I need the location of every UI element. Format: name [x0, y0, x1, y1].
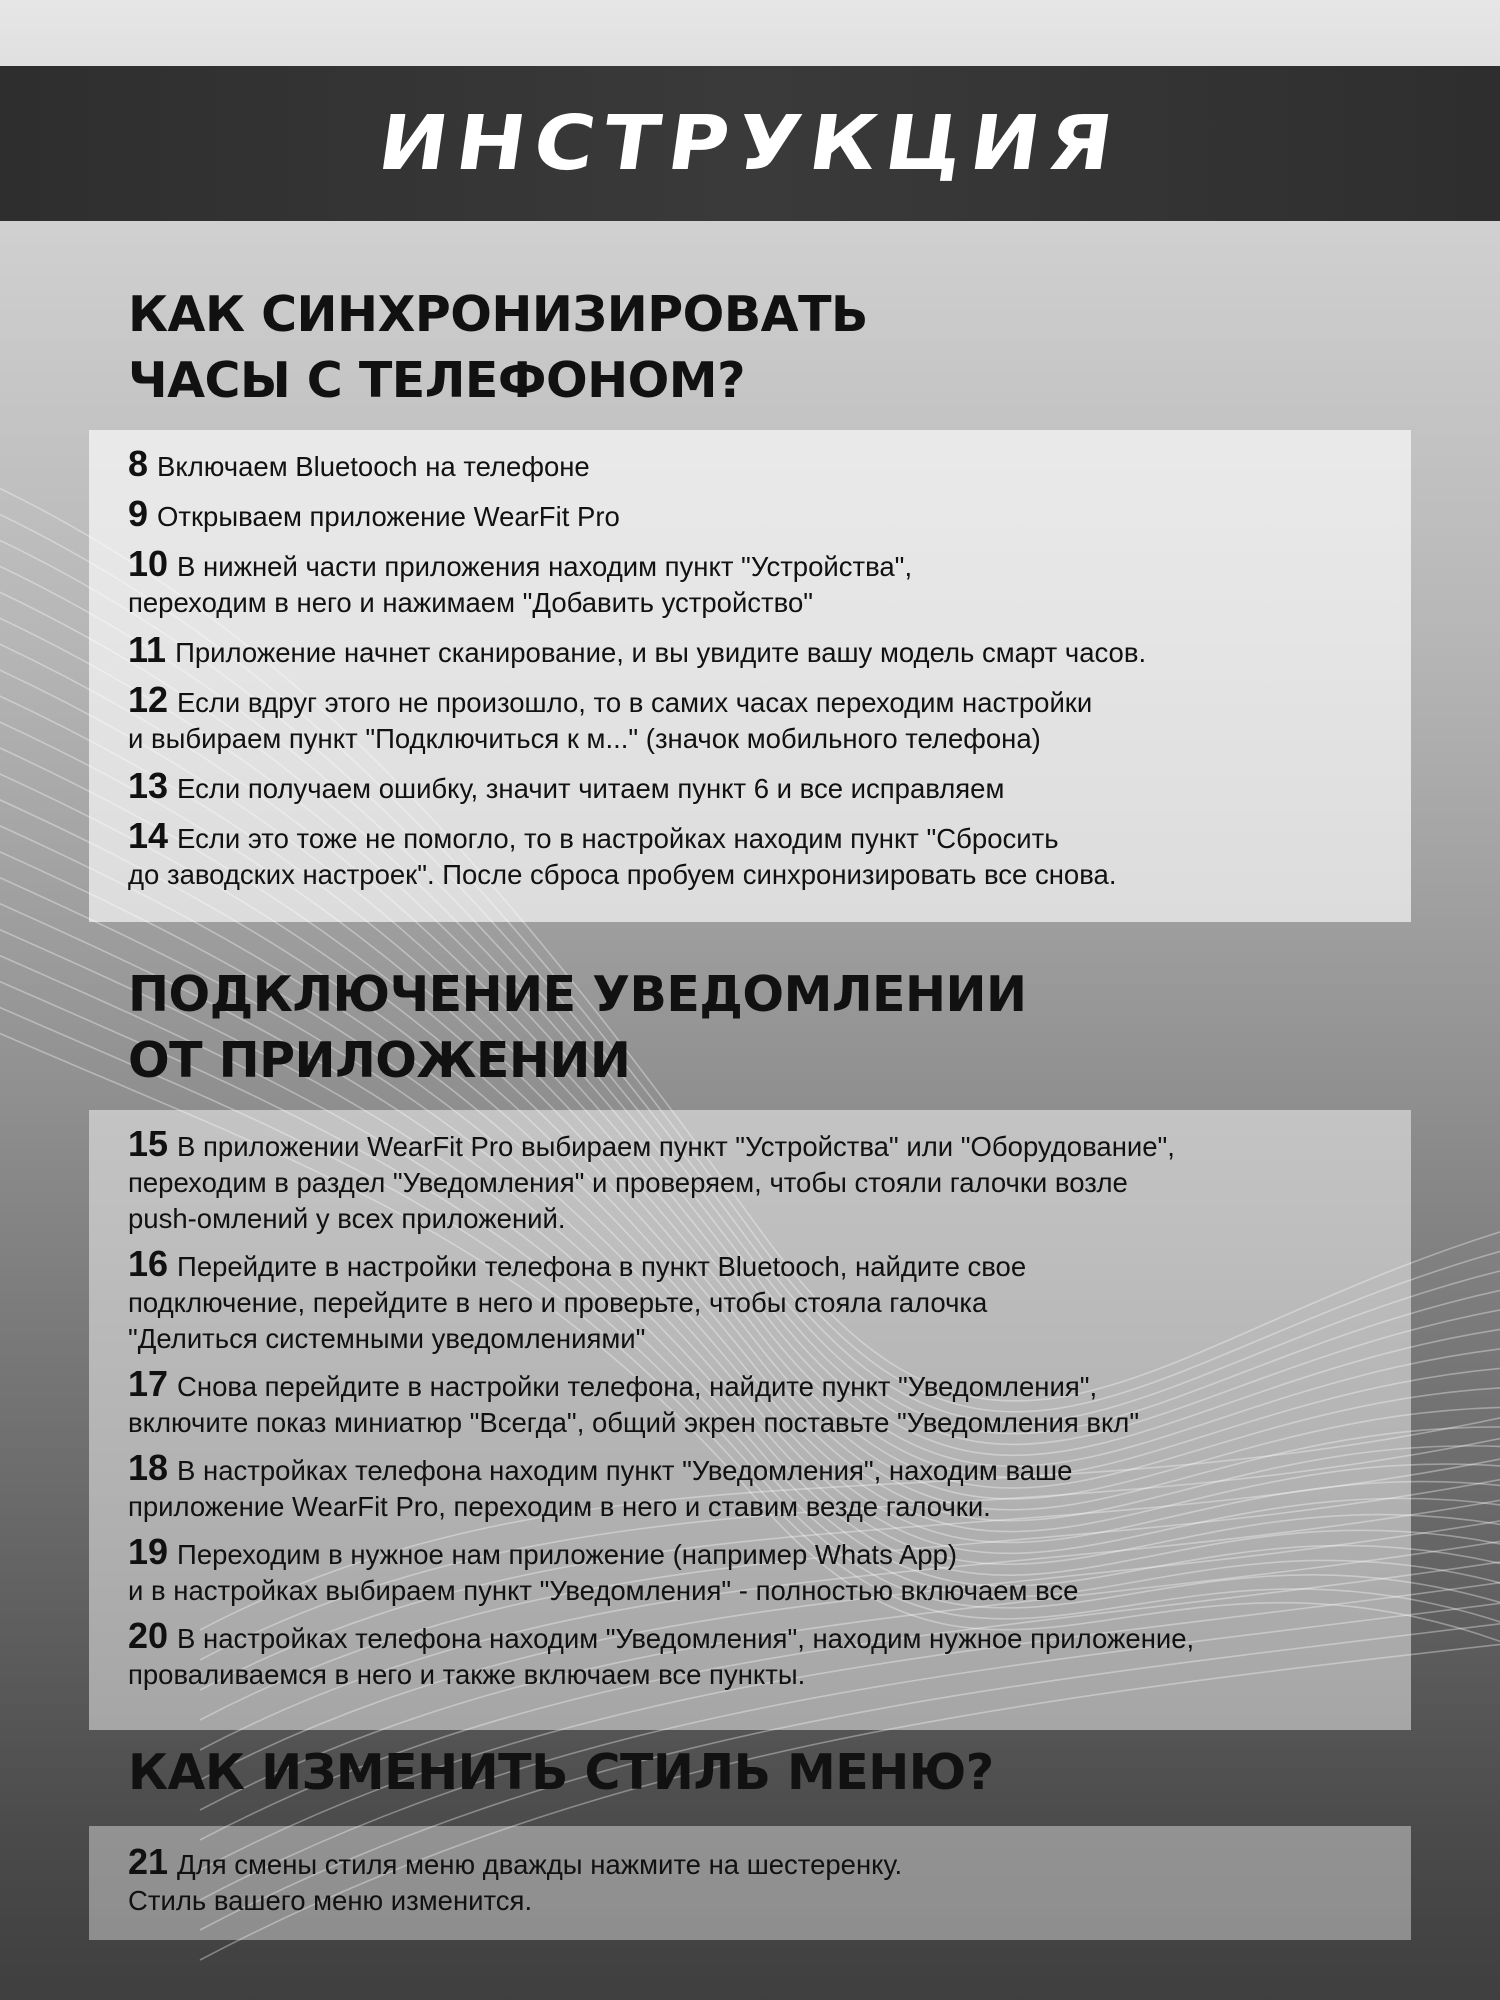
step-item: [128, 493, 1372, 535]
step-text: переходим в раздел "Уведомления" и проверяем, чтобы стояли галочки возле: [128, 1167, 1128, 1198]
step-number: 17: [128, 1363, 169, 1404]
step-text: "Делиться системными уведомлениями": [128, 1323, 646, 1354]
step-text: и в настройках выбираем пункт "Уведомления" - полностью включаем все: [128, 1575, 1079, 1606]
steps-panel-menu-style: [89, 1826, 1411, 1940]
step-item: [128, 1531, 1372, 1609]
step-number: 20: [128, 1615, 169, 1656]
step-text: включите показ миниатюр "Всегда", общий экрен поставьте "Уведомления вкл": [128, 1407, 1140, 1438]
step-item: [128, 629, 1372, 671]
step-text: Если получаем ошибку, значит читаем пункт 6 и все исправляем: [177, 773, 1005, 804]
step-text: В приложении WearFit Pro выбираем пункт "Устройства" или "Оборудование",: [177, 1131, 1175, 1162]
step-text: В настройках телефона находим пункт "Уведомления", находим ваше: [177, 1455, 1073, 1486]
section-heading-menu-style: [128, 1740, 994, 1806]
step-text: В нижней части приложения находим пункт "Устройства",: [177, 551, 913, 582]
step-number: 8: [128, 443, 149, 484]
step-item: [128, 679, 1372, 757]
step-text: проваливаемся в него и также включаем все пункты.: [128, 1659, 806, 1690]
page-title: ИНСТРУКЦИЯ: [373, 99, 1127, 188]
steps-panel-sync: [89, 430, 1411, 922]
step-item: [128, 1363, 1372, 1441]
step-text: Если вдруг этого не произошло, то в самих часах переходим настройки: [177, 687, 1093, 718]
step-text: Переходим в нужное нам приложение (например Whats App): [177, 1539, 958, 1570]
heading-line: ОТ ПРИЛОЖЕНИИ: [128, 1032, 631, 1089]
heading-line: ЧАСЫ С ТЕЛЕФОНОМ?: [128, 352, 745, 409]
step-item: [128, 1447, 1372, 1525]
step-number: 10: [128, 543, 169, 584]
step-text: и выбираем пункт "Подключиться к м..." (значок мобильного телефона): [128, 723, 1041, 754]
step-text: Для смены стиля меню дважды нажмите на шестеренку.: [177, 1849, 903, 1880]
step-item: [128, 443, 1372, 485]
step-item: [128, 765, 1372, 807]
step-text: Перейдите в настройки телефона в пункт Bluetooch, найдите свое: [177, 1251, 1027, 1282]
step-text: подключение, перейдите в него и проверьте, чтобы стояла галочка: [128, 1287, 988, 1318]
heading-line: КАК ИЗМЕНИТЬ СТИЛЬ МЕНЮ?: [128, 1744, 994, 1801]
step-text: push-омлений у всех приложений.: [128, 1203, 566, 1234]
step-text: Снова перейдите в настройки телефона, найдите пункт "Уведомления",: [177, 1371, 1098, 1402]
step-number: 12: [128, 679, 169, 720]
step-number: 11: [128, 629, 167, 670]
step-number: 15: [128, 1123, 169, 1164]
step-text: Стиль вашего меню изменится.: [128, 1885, 533, 1916]
step-item: [128, 543, 1372, 621]
step-item: [128, 815, 1372, 893]
heading-line: ПОДКЛЮЧЕНИЕ УВЕДОМЛЕНИИ: [128, 966, 1027, 1023]
step-text: В настройках телефона находим "Уведомления", находим нужное приложение,: [177, 1623, 1195, 1654]
step-number: 18: [128, 1447, 169, 1488]
section-heading-notifications: [128, 962, 1027, 1094]
step-number: 21: [128, 1841, 169, 1882]
step-text: переходим в него и нажимаем "Добавить устройство": [128, 587, 814, 618]
section-heading-sync: [128, 282, 868, 414]
step-number: 16: [128, 1243, 169, 1284]
steps-panel-notifications: [89, 1110, 1411, 1730]
step-number: 14: [128, 815, 169, 856]
step-text: Открываем приложение WearFit Pro: [157, 501, 620, 532]
heading-line: КАК СИНХРОНИЗИРОВАТЬ: [128, 286, 868, 343]
step-text: Если это тоже не помогло, то в настройках находим пункт "Сбросить: [177, 823, 1059, 854]
step-item: [128, 1841, 1372, 1919]
step-number: 19: [128, 1531, 169, 1572]
step-text: до заводских настроек". После сброса пробуем синхронизировать все снова.: [128, 859, 1117, 890]
step-text: приложение WearFit Pro, переходим в него и ставим везде галочки.: [128, 1491, 991, 1522]
step-text: Включаем Bluetooch на телефоне: [157, 451, 590, 482]
step-number: 13: [128, 765, 169, 806]
step-item: [128, 1243, 1372, 1357]
step-item: [128, 1615, 1372, 1693]
step-text: Приложение начнет сканирование, и вы увидите вашу модель смарт часов.: [175, 637, 1147, 668]
step-item: [128, 1123, 1372, 1237]
header-banner: [0, 66, 1500, 221]
step-number: 9: [128, 493, 149, 534]
